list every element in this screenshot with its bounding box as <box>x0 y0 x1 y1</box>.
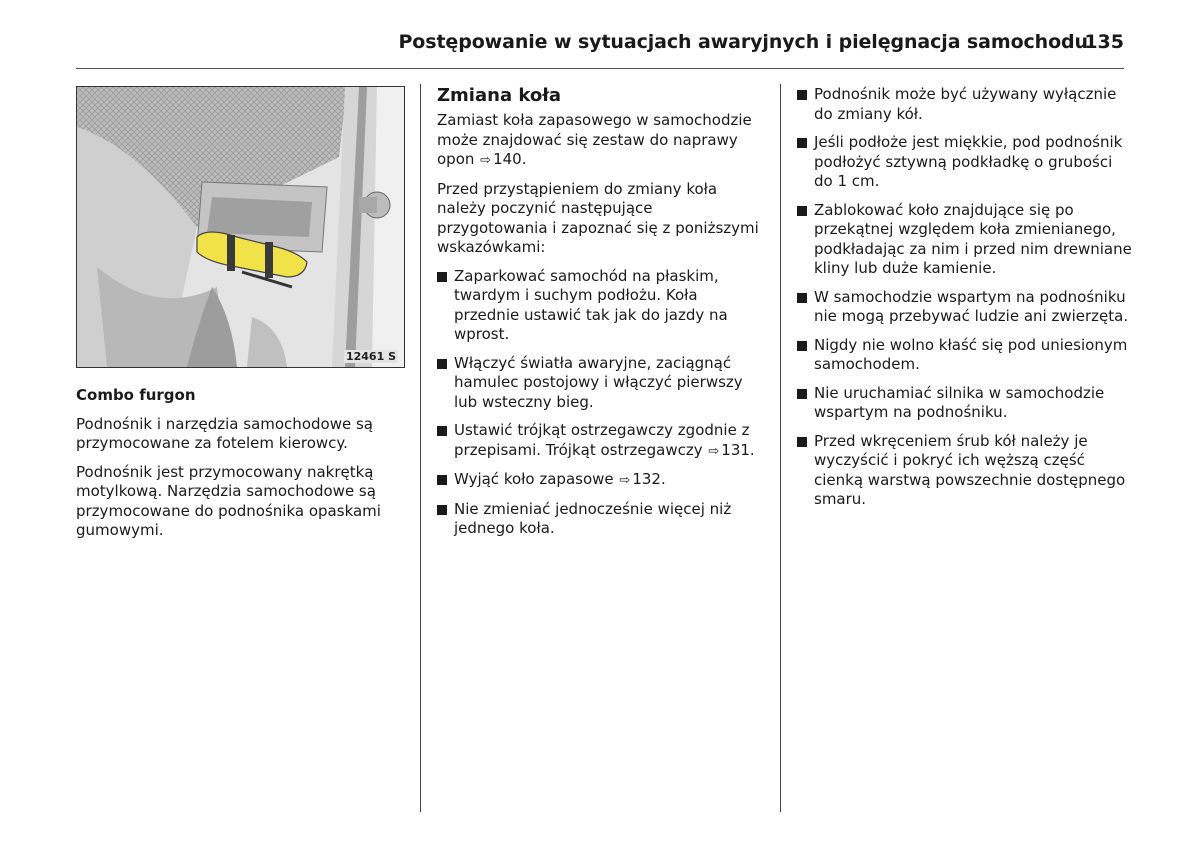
paragraph: Podnośnik jest przymocowany nakrętką motylkową. Narzędzia samochodowe są przymocowane do podnośnika opaskami gumowymi. <box>76 462 381 539</box>
bullet-square-icon <box>437 272 447 282</box>
page-reference-arrow-icon: ⇨ <box>619 473 631 488</box>
bullet-square-icon <box>437 426 447 436</box>
header-rule <box>76 68 1124 69</box>
figure-code: 12461 S <box>345 350 396 363</box>
page-header-title: Postępowanie w sytuacjach awaryjnych i pielęgnacja samochodu <box>398 31 1088 53</box>
column-divider-1 <box>420 84 421 812</box>
section-title: Zmiana koła <box>437 85 562 106</box>
paragraph: Zamiast koła zapasowego w samochodzie może znajdować się zestaw do naprawy opon ⇨ 140. <box>437 111 767 171</box>
list-item: Nigdy nie wolno kłaść się pod uniesionym samochodem. <box>797 336 1132 375</box>
list-item: Nie uruchamiać silnika w samochodzie wspartym na podnośniku. <box>797 384 1132 423</box>
bullet-square-icon <box>797 341 807 351</box>
bullet-list <box>437 267 767 539</box>
page-reference-arrow-icon: ⇨ <box>708 443 720 459</box>
list-item: Przed wkręceniem śrub kół należy je wyczyścić i pokryć ich węższą część cienką warstwą powszechnie dostępnego smaru. <box>797 432 1132 510</box>
list-item: W samochodzie wspartym na podnośniku nie mogą przebywać ludzie ani zwierzęta. <box>797 288 1132 327</box>
column-divider-2 <box>780 84 781 812</box>
list-item: Jeśli podłoże jest miękkie, pod podnośnik podłożyć sztywną podkładkę o grubości do 1 cm. <box>797 133 1132 192</box>
page-reference-arrow-icon: ⇨ <box>480 153 492 168</box>
list-item: Włączyć światła awaryjne, zaciągnąć hamulec postojowy i włączyć pierwszy lub wsteczny bieg. <box>437 354 767 413</box>
list-item: Zablokować koło znajdujące się po przekątnej względem koła zmienianego, podkładając za nim i przed nim drewniane kliny lub duże kamienie. <box>797 201 1132 279</box>
bullet-square-icon <box>797 293 807 303</box>
bullet-square-icon <box>797 437 807 447</box>
column-right <box>797 85 1132 519</box>
list-item: Nie zmieniać jednocześnie więcej niż jednego koła. <box>437 500 767 539</box>
column-left <box>76 386 406 550</box>
bullet-square-icon <box>797 90 807 100</box>
figure-caption-text: Podnośnik i narzędzia samochodowe są przymocowane za fotelem kierowcy. <box>76 414 373 452</box>
bullet-square-icon <box>437 475 447 485</box>
bullet-square-icon <box>797 389 807 399</box>
column-middle <box>437 85 767 548</box>
jack-illustration <box>76 86 405 368</box>
bullet-square-icon <box>797 138 807 148</box>
bullet-list <box>797 85 1132 510</box>
list-item: Ustawić trójkąt ostrzegawczy zgodnie z przepisami. Trójkąt ostrzegawczy ⇨ 131. <box>437 421 767 461</box>
list-item: Podnośnik może być używany wyłącznie do zmiany kół. <box>797 85 1132 124</box>
page-number: 135 <box>1084 31 1124 53</box>
list-item: Wyjąć koło zapasowe ⇨ 132. <box>437 470 767 491</box>
paragraph: Przed przystąpieniem do zmiany koła należy poczynić następujące przygotowania i zapoznać się z poniższymi wskazówkami: <box>437 179 759 256</box>
bullet-square-icon <box>437 359 447 369</box>
bullet-square-icon <box>797 206 807 216</box>
figure-caption-title: Combo furgon <box>76 386 196 404</box>
bullet-square-icon <box>437 505 447 515</box>
list-item: Zaparkować samochód na płaskim, twardym i suchym podłożu. Koła przednie ustawić tak jak do jazdy na wprost. <box>437 267 767 345</box>
